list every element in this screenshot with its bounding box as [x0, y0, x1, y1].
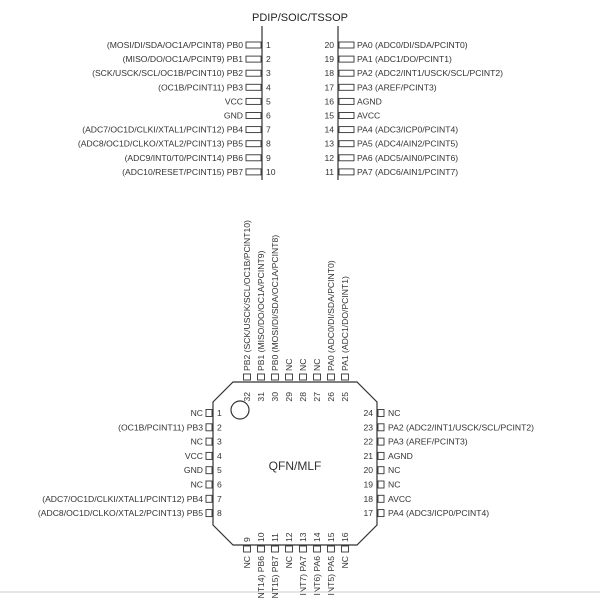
pin-pad: [300, 374, 307, 380]
pin-label: (OC1B/PCINT11) PB3: [158, 82, 243, 93]
pin-pad: [246, 169, 261, 175]
pin-pad: [339, 56, 354, 62]
pin-pad: [244, 546, 251, 552]
pin-label: (MOSI/DI/SDA/OC1A/PCINT8) PB0: [106, 40, 243, 50]
pin-number: 31: [256, 392, 266, 402]
pin-number: 2: [266, 54, 271, 65]
pin-label: (OC1B/PCINT11) PB3: [118, 422, 203, 433]
pin-label: PA2 (ADC2/INT1/USCK/SCL/PCINT2): [357, 68, 503, 79]
pin-pad: [246, 98, 261, 104]
pin-pad: [328, 546, 335, 552]
pin-label: NC: [388, 479, 401, 490]
pin-pad: [339, 113, 354, 119]
pin-label: PB2 (SCK/USCK/SCL/OC1B/PCINT10): [242, 220, 252, 371]
pin-number: 4: [217, 450, 222, 461]
pin-pad: [378, 424, 384, 431]
pin-pad: [339, 42, 354, 48]
pin-label: PA4 (ADC3/ICP0/PCINT4): [357, 124, 459, 135]
pin-pad: [246, 155, 261, 161]
pin-number: 25: [340, 392, 350, 402]
pin-number: 18: [363, 493, 373, 504]
pin-pad: [258, 374, 265, 380]
pin-label: PA0 (ADC0/DI/SDA/PCINT0): [357, 40, 468, 50]
pin-label: PA2 (ADC2/INT1/USCK/SCL/PCINT2): [388, 422, 534, 433]
pin-number: 20: [363, 465, 373, 476]
pin-number: 28: [298, 392, 308, 402]
pin-label: (SCK/USCK/SCL/OC1B/PCINT10) PB2: [92, 68, 243, 79]
pin-number: 14: [324, 124, 334, 135]
pin-label: PA7 (ADC6/AIN1/PCINT7): [357, 166, 459, 177]
pin-label: (MISO/DO/OC1A/PCINT9) PB1: [122, 54, 243, 65]
pin-label: (ADC7/OC1D/CLKI/XTAL1/PCINT12) PB4: [42, 493, 203, 504]
pin-pad: [246, 70, 261, 76]
pin-label: NC: [284, 556, 294, 569]
pin-pad: [339, 98, 354, 104]
pin-number: 8: [217, 508, 222, 519]
pin-number: 7: [217, 493, 222, 504]
pin-label: NC: [190, 479, 203, 490]
pin-label: AVCC: [388, 493, 412, 504]
pin-label: VCC: [224, 96, 243, 107]
pin-label: NC: [298, 358, 308, 371]
pin-pad: [286, 374, 293, 380]
pin-number: 32: [242, 392, 252, 402]
pin-label: NC: [388, 408, 401, 418]
pin-number: 13: [324, 138, 334, 149]
pin-pad: [206, 438, 212, 445]
pin-label: GND: [183, 465, 203, 476]
pin-number: 21: [363, 450, 373, 461]
pin-pad: [246, 56, 261, 62]
pin-label: AGND: [388, 450, 413, 461]
pin-number: 2: [217, 422, 222, 433]
pin-number: 10: [266, 166, 276, 177]
pin-number: 5: [217, 465, 222, 476]
pin-number: 6: [217, 479, 222, 490]
pin-label: INT5) PA5: [326, 556, 336, 596]
pin-pad: [246, 141, 261, 147]
pin-label: (ADC7/OC1D/CLKI/XTAL1/PCINT12) PB4: [82, 124, 243, 135]
pin-pad: [378, 452, 384, 459]
pin-number: 3: [217, 436, 222, 447]
pin-number: 17: [324, 82, 334, 93]
pin-number: 22: [363, 436, 373, 447]
qfn-package-title: QFN/MLF: [268, 459, 322, 473]
pin-number: 14: [312, 532, 322, 542]
pin-label: PA3 (AREF/PCINT3): [357, 82, 437, 93]
pin-label: NC: [284, 358, 294, 371]
pin-pad: [314, 374, 321, 380]
pin-pad: [272, 374, 279, 380]
pin-number: 6: [266, 110, 271, 121]
pin-number: 20: [324, 40, 334, 50]
pin-pad: [378, 467, 384, 474]
pin-number: 16: [324, 96, 334, 107]
pin-label: PA4 (ADC3/ICP0/PCINT4): [388, 508, 490, 519]
pin-pad: [300, 546, 307, 552]
pin-label: PA5 (ADC4/AIN2/PCINT5): [357, 138, 459, 149]
pin-number: 30: [270, 392, 280, 402]
pin-label: AGND: [357, 96, 382, 107]
pin-pad: [342, 546, 349, 552]
pin-pad: [339, 84, 354, 90]
pin-label: GND: [223, 110, 243, 121]
pin-number: 16: [340, 532, 350, 542]
dip-package-title: PDIP/SOIC/TSSOP: [252, 12, 348, 24]
pin-number: 5: [266, 96, 271, 107]
pin-pad: [206, 481, 212, 488]
pin-number: 13: [298, 532, 308, 542]
pin-label: (ADC10/RESET/PCINT15) PB7: [122, 166, 243, 177]
pin-pad: [206, 510, 212, 517]
pin-number: 27: [312, 392, 322, 402]
pin-number: 19: [324, 54, 334, 65]
pin-label: PA0 (ADC0/DI/SDA/PCINT0): [326, 260, 336, 371]
pin-pad: [246, 42, 261, 48]
pin-number: 9: [266, 152, 271, 163]
pin-pad: [246, 84, 261, 90]
pin-label: NT15) PB7: [270, 556, 280, 599]
pin-number: 1: [217, 408, 222, 418]
pin-number: 17: [363, 508, 373, 519]
qfn-pins: [38, 220, 534, 599]
pin-pad: [244, 374, 251, 380]
pin-number: 24: [363, 408, 373, 418]
pin-label: PA3 (AREF/PCINT3): [388, 436, 468, 447]
pin-label: NC: [190, 408, 203, 418]
pin-label: NC: [312, 358, 322, 371]
pin-pad: [246, 127, 261, 133]
pin-label: PB0 (MOSI/DI/SDA/OC1A/PCINT8): [270, 234, 280, 371]
pin-pad: [342, 374, 349, 380]
pin-number: 23: [363, 422, 373, 433]
pin-label: PA6 (ADC5/AIN0/PCINT6): [357, 152, 459, 163]
pin-number: 4: [266, 82, 271, 93]
pin-number: 3: [266, 68, 271, 79]
pin1-marker: [231, 401, 249, 419]
dip-pins: [78, 40, 503, 177]
pin-pad: [378, 495, 384, 502]
pin-label: INT6) PA6: [312, 556, 322, 596]
pin-pad: [206, 424, 212, 431]
pin-number: 7: [266, 124, 271, 135]
pin-pad: [206, 467, 212, 474]
pin-number: 15: [324, 110, 334, 121]
pin-label: PA1 (ADC1/DO/PCINT1): [357, 54, 452, 65]
pin-pad: [339, 155, 354, 161]
pin-pad: [339, 127, 354, 133]
pin-pad: [206, 410, 212, 417]
pin-pad: [272, 546, 279, 552]
pin-pad: [314, 546, 321, 552]
pin-pad: [339, 141, 354, 147]
pin-label: NC: [388, 465, 401, 476]
pin-pad: [258, 546, 265, 552]
pin-pad: [378, 410, 384, 417]
pin-label: INT7) PA7: [298, 556, 308, 596]
pin-label: NC: [242, 556, 252, 569]
pin-pad: [378, 438, 384, 445]
pin-pad: [378, 510, 384, 517]
pin-pad: [206, 495, 212, 502]
pin-number: 29: [284, 392, 294, 402]
pin-pad: [286, 546, 293, 552]
pin-pad: [339, 169, 354, 175]
pin-label: (ADC8/OC1D/CLKO/XTAL2/PCINT13) PB5: [37, 508, 203, 519]
pin-label: AVCC: [357, 110, 381, 121]
pin-pad: [378, 481, 384, 488]
pin-pad: [339, 70, 354, 76]
pin-number: 12: [324, 152, 334, 163]
pin-number: 11: [270, 533, 280, 542]
pin-number: 10: [256, 532, 266, 542]
pin-number: 9: [242, 537, 252, 542]
pin-label: VCC: [184, 450, 203, 461]
pin-number: 1: [266, 40, 271, 50]
pin-number: 11: [325, 166, 334, 177]
pin-number: 26: [326, 392, 336, 402]
pin-label: (ADC8/OC1D/CLKO/XTAL2/PCINT13) PB5: [77, 138, 243, 149]
pin-label: NT14) PB6: [256, 556, 266, 599]
pin-label: (ADC9/INT0/T0/PCINT14) PB6: [124, 152, 243, 163]
pin-label: NC: [190, 436, 203, 447]
pin-label: PB1 (MISO/DO/OC1A/PCINT9): [256, 250, 266, 371]
pin-number: 19: [363, 479, 373, 490]
pin-number: 18: [324, 68, 334, 79]
pin-label: PA1 (ADC1/DO/PCINT1): [340, 276, 350, 371]
pin-pad: [246, 113, 261, 119]
pin-number: 15: [326, 532, 336, 542]
pin-pad: [328, 374, 335, 380]
pin-number: 12: [284, 532, 294, 542]
pin-label: NC: [340, 556, 350, 569]
pin-pad: [206, 452, 212, 459]
pin-number: 8: [266, 138, 271, 149]
